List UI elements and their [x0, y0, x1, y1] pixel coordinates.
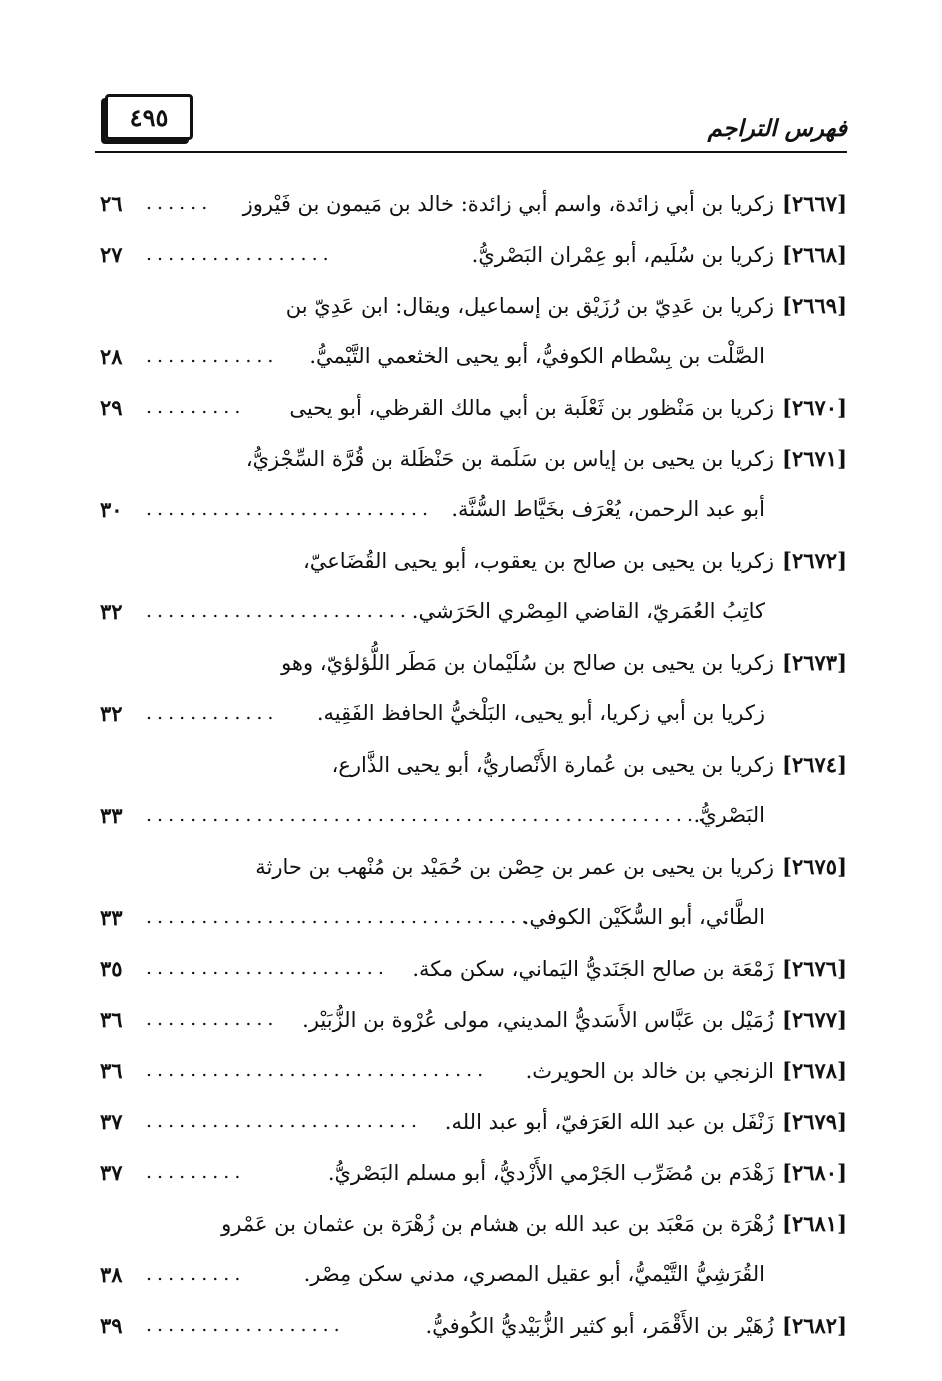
entry-page-number: ٣٧ — [100, 1160, 123, 1185]
entry-line — [100, 994, 847, 1045]
entry-page-number: ٣٢ — [100, 701, 123, 726]
entry-name: الزنجي بن خالد بن الحويرث. — [525, 1059, 774, 1083]
header-rule — [95, 151, 847, 153]
entry-line — [100, 841, 847, 892]
entry-line — [100, 382, 847, 433]
entry-page-number: ٣٧ — [100, 1109, 123, 1134]
entry-line — [100, 1147, 847, 1198]
index-entry — [100, 1096, 847, 1147]
entry-page-number: ٢٩ — [100, 395, 123, 420]
entry-line — [100, 637, 847, 688]
entry-page-number: ٣٦ — [100, 1007, 123, 1032]
entry-line — [100, 1045, 847, 1096]
entry-name: زُهَيْر بن الأَقْمَر، أبو كثير الزُّبَيْديُّ الكُوفيُّ. — [425, 1314, 774, 1338]
entry-name: زُهْرَة بن مَعْبَد بن عبد الله بن هشام بن زُهْرَة بن عثمان بن عَمْرو — [221, 1212, 774, 1236]
entry-page-number: ٢٨ — [100, 344, 123, 369]
entry-name: زكريا بن يحيى بن إياس بن سَلَمة بن حَنْظَلة بن قُرَّة السِّجْزيُّ، — [245, 447, 774, 471]
entry-line — [100, 229, 847, 280]
entry-number: [٢٦٧٠] — [782, 395, 847, 420]
entry-name: زكريا بن يحيى بن صالح بن سُلَيْمان بن مَطَر اللُّؤلؤيّ، وهو — [281, 651, 774, 675]
index-entry — [100, 280, 847, 382]
entry-line — [100, 1249, 847, 1300]
leader-dots: ............ — [146, 345, 279, 367]
index-entry — [100, 994, 847, 1045]
entry-line — [100, 943, 847, 994]
leader-dots: .......................... — [146, 498, 434, 520]
index-entry — [100, 637, 847, 739]
entry-page-number: ٣٥ — [100, 956, 123, 981]
entry-number: [٢٦٧٤] — [782, 752, 847, 777]
leader-dots: ................................... — [146, 906, 533, 928]
entry-number: [٢٦٦٩] — [782, 293, 847, 318]
entry-name: القُرَشِيُّ التَّيْميُّ، أبو عقيل المصري، مدني سكن مِصْر. — [303, 1262, 765, 1286]
leader-dots: ............ — [146, 1008, 279, 1030]
entry-number: [٢٦٧٨] — [782, 1058, 847, 1083]
entry-line — [100, 739, 847, 790]
entry-name: كاتِبُ العُمَريّ، القاضي المِصْري الحَرَشي. — [411, 599, 765, 623]
entry-line — [100, 331, 847, 382]
entry-page-number: ٣٣ — [100, 803, 123, 828]
entry-name: زَنْفَل بن عبد الله العَرَفيّ، أبو عبد الله. — [444, 1110, 774, 1134]
leader-dots: ......... — [146, 396, 246, 418]
entry-name: زكريا بن يحيى بن عُمارة الأَنْصاريُّ، أبو يحيى الذَّارع، — [331, 753, 774, 777]
index-entry — [100, 1198, 847, 1300]
entry-page-number: ٣٦ — [100, 1058, 123, 1083]
leader-dots: ...................... — [146, 957, 389, 979]
entry-number: [٢٦٨١] — [782, 1211, 847, 1236]
entry-name: زكريا بن مَنْظور بن ثَعْلَبة بن أبي مالك القرظي، أبو يحيى — [289, 396, 774, 420]
entry-name: زكريا بن يحيى بن صالح بن يعقوب، أبو يحيى القُضَاعيّ، — [302, 549, 774, 573]
entry-page-number: ٢٦ — [100, 191, 123, 216]
entry-line — [100, 178, 847, 229]
entry-name: البَصْريُّ. — [693, 803, 765, 827]
entry-name: زَهْدَم بن مُضَرِّب الجَرْمي الأَزْديُّ، أبو مسلم البَصْريُّ. — [327, 1161, 774, 1185]
index-entry — [100, 382, 847, 433]
entry-name: زكريا بن أبي زائدة، واسم أبي زائدة: خالد بن مَيمون بن فَيْروز — [242, 192, 774, 216]
entry-name: زكريا بن يحيى بن عمر بن حِصْن بن حُمَيْد بن مُنْهب بن حارثة — [255, 855, 774, 879]
entry-page-number: ٣٣ — [100, 905, 123, 930]
entry-line — [100, 688, 847, 739]
leader-dots: ................. — [146, 243, 334, 265]
entry-page-number: ٣٠ — [100, 497, 123, 522]
entry-line — [100, 586, 847, 637]
entry-line — [100, 433, 847, 484]
index-entry — [100, 841, 847, 943]
entry-page-number: ٣٩ — [100, 1313, 123, 1338]
entry-name: زُمَيْل بن عَبَّاس الأَسَديُّ المديني، مولى عُرْوة بن الزُّبَيْر. — [302, 1008, 774, 1032]
leader-dots: ......... — [146, 1161, 246, 1183]
index-entry — [100, 1147, 847, 1198]
index-entry — [100, 433, 847, 535]
leader-dots: ......... — [146, 1263, 246, 1285]
index-entry — [100, 1045, 847, 1096]
entry-line — [100, 484, 847, 535]
entry-line — [100, 892, 847, 943]
index-entry — [100, 229, 847, 280]
leader-dots: ............ — [146, 702, 279, 724]
index-entry — [100, 943, 847, 994]
entry-name: زكريا بن سُلَيم، أبو عِمْران البَصْريُّ. — [471, 243, 774, 267]
entry-number: [٢٦٧٦] — [782, 956, 847, 981]
entry-number: [٢٦٨٠] — [782, 1160, 847, 1185]
running-title: فهرس التراجم — [707, 115, 847, 142]
index-entry — [100, 739, 847, 841]
index-entry — [100, 178, 847, 229]
entry-number: [٢٦٧٧] — [782, 1007, 847, 1032]
entry-line — [100, 790, 847, 841]
leader-dots: .................. — [146, 1314, 345, 1336]
entry-name: زكريا بن عَدِيّ بن رُزَيْق بن إسماعيل، ويقال: ابن عَدِيّ بن — [285, 294, 774, 318]
page-number: ٤٩٥ — [105, 94, 193, 140]
index-entry — [100, 535, 847, 637]
biography-index-list — [100, 178, 847, 1351]
entry-line — [100, 1096, 847, 1147]
page-header — [95, 92, 847, 152]
entry-number: [٢٦٨٢] — [782, 1313, 847, 1338]
entry-number: [٢٦٧٣] — [782, 650, 847, 675]
leader-dots: ......................... — [146, 1110, 422, 1132]
entry-number: [٢٦٦٨] — [782, 242, 847, 267]
entry-page-number: ٣٨ — [100, 1262, 123, 1287]
entry-name: أبو عبد الرحمن، يُعْرَف بخَيَّاط السُّنَّة. — [451, 497, 765, 521]
entry-line — [100, 535, 847, 586]
entry-name: زَمْعَة بن صالح الجَنَديُّ اليَماني، سكن مكة. — [412, 957, 774, 981]
entry-number: [٢٦٧٥] — [782, 854, 847, 879]
index-entry — [100, 1300, 847, 1351]
entry-line — [100, 280, 847, 331]
leader-dots: ............................... — [146, 1059, 489, 1081]
entry-name: الطَّائي، أبو السُّكَيْن الكوفي. — [522, 905, 765, 929]
entry-line — [100, 1300, 847, 1351]
entry-page-number: ٣٢ — [100, 599, 123, 624]
entry-line — [100, 1198, 847, 1249]
leader-dots: ...... — [146, 192, 213, 214]
leader-dots: ................................................... — [146, 804, 710, 826]
entry-number: [٢٦٧٩] — [782, 1109, 847, 1134]
entry-number: [٢٦٧٢] — [782, 548, 847, 573]
entry-name: زكريا بن أبي زكريا، أبو يحيى، البَلْخيُّ الحافظ الفَقِيه. — [316, 701, 765, 725]
entry-name: الصَّلْت بن بِسْطام الكوفيُّ، أبو يحيى الخثعمي التَّيْميُّ. — [309, 344, 765, 368]
leader-dots: ........................ — [146, 600, 411, 622]
entry-number: [٢٦٧١] — [782, 446, 847, 471]
entry-page-number: ٢٧ — [100, 242, 123, 267]
entry-number: [٢٦٦٧] — [782, 191, 847, 216]
